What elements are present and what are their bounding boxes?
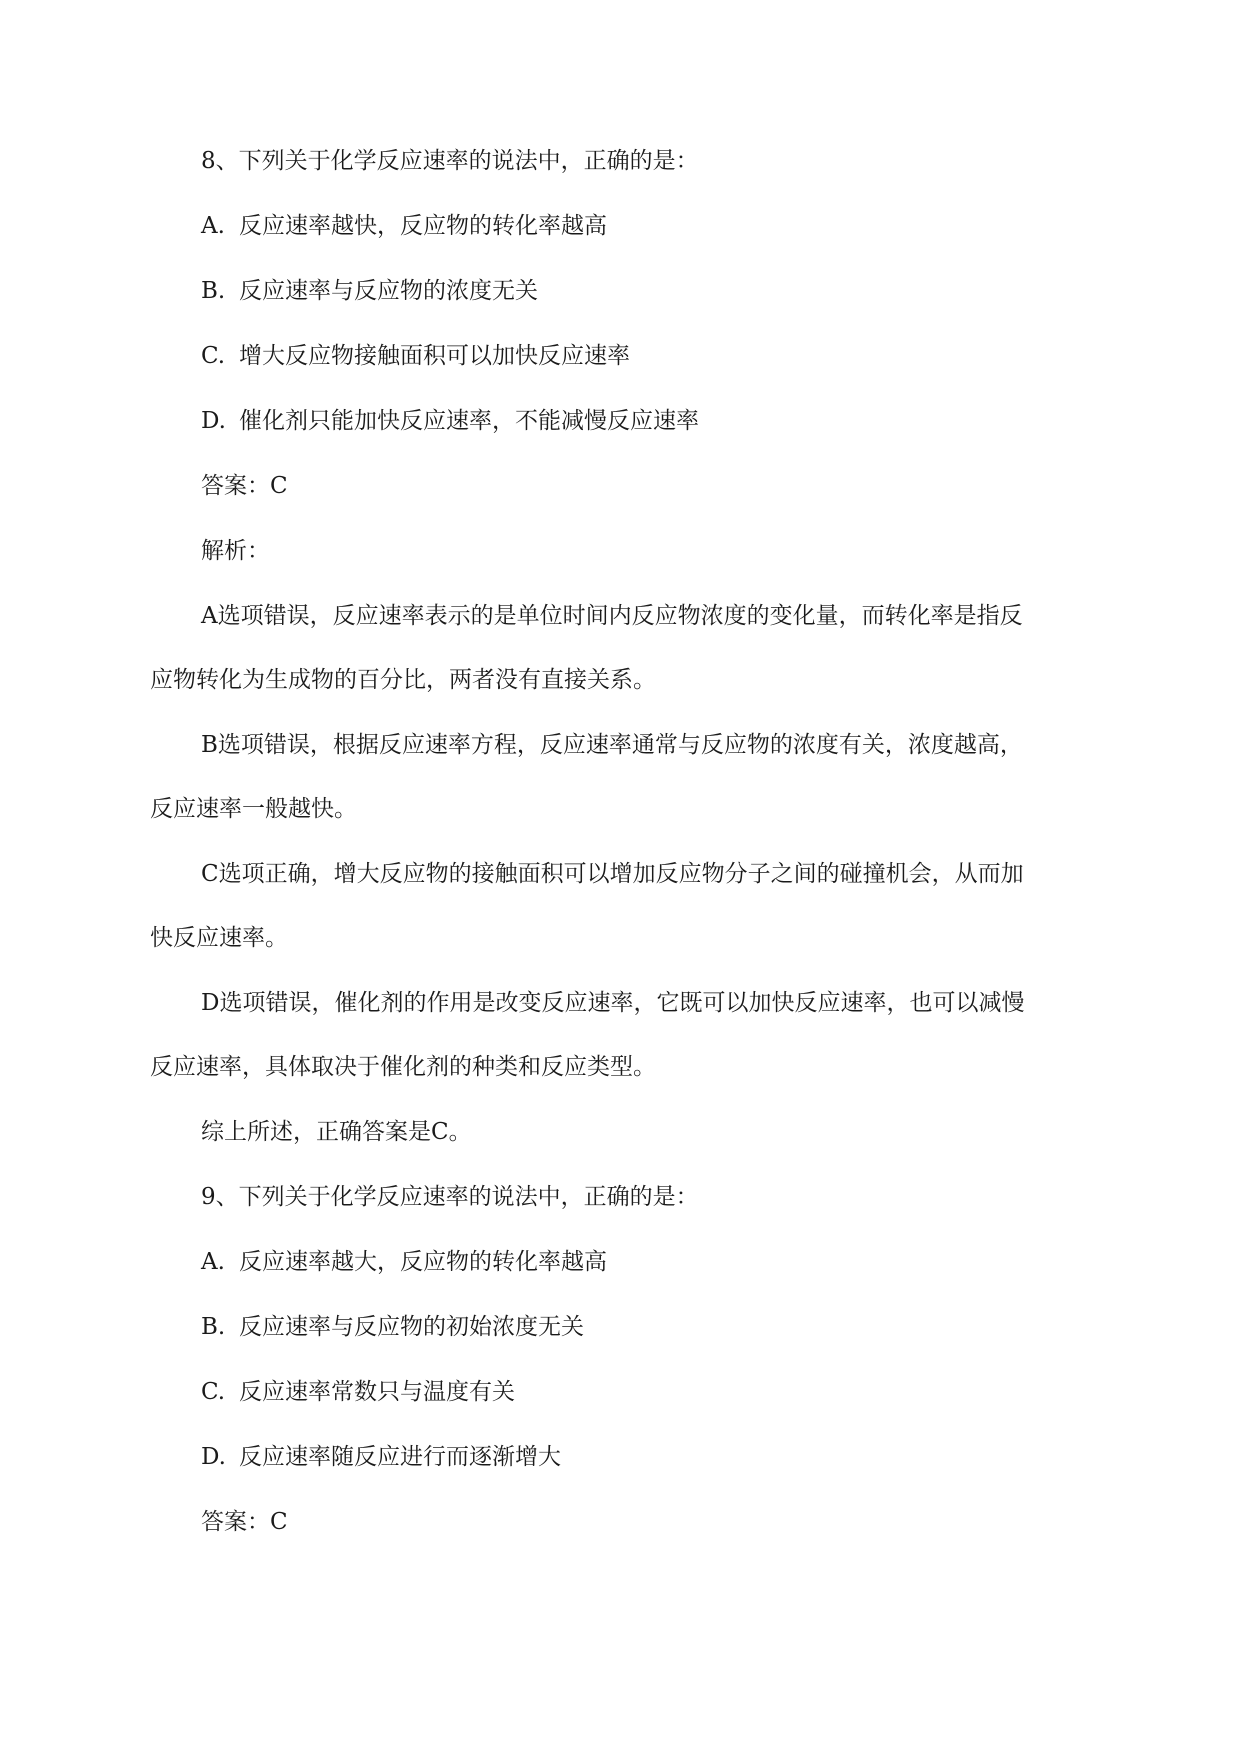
- question-9-option-a: [150, 1246, 1090, 1278]
- analysis-line: 反应速率一般越快。: [150, 796, 357, 822]
- question-8-analysis-title: 解析：: [201, 538, 270, 564]
- analysis-paragraph-a: [150, 600, 1090, 696]
- question-8-stem: 8、下列关于化学反应速率的说法中，正确的是：: [201, 148, 699, 174]
- question-9-answer: 答案：C: [201, 1509, 288, 1535]
- analysis-line: 反应速率，具体取决于催化剂的种类和反应类型。: [150, 1054, 656, 1080]
- analysis-line: 应物转化为生成物的百分比，两者没有直接关系。: [150, 667, 656, 693]
- question-9-option-d: [150, 1441, 1090, 1473]
- option-text: 反应速率随反应进行而逐渐增大: [239, 1444, 561, 1470]
- question-9-stem: 9、下列关于化学反应速率的说法中，正确的是：: [201, 1184, 699, 1210]
- analysis-line: A选项错误，反应速率表示的是单位时间内反应物浓度的变化量，而转化率是指反: [201, 603, 1023, 629]
- option-label: C.: [201, 343, 226, 369]
- option-text: 增大反应物接触面积可以加快反应速率: [239, 343, 630, 369]
- option-label: A.: [201, 1249, 225, 1275]
- question-8-option-b: [150, 275, 1090, 307]
- analysis-line: C选项正确，增大反应物的接触面积可以增加反应物分子之间的碰撞机会，从而加: [201, 861, 1024, 887]
- analysis-line: B选项错误，根据反应速率方程，反应速率通常与反应物的浓度有关，浓度越高，: [201, 732, 1023, 758]
- option-label: B.: [201, 278, 226, 304]
- question-8-option-c: [150, 340, 1090, 372]
- option-label: B.: [201, 1314, 226, 1340]
- question-9-option-c: [150, 1376, 1090, 1408]
- option-label: A.: [201, 213, 225, 239]
- question-8-option-a: [150, 210, 1090, 242]
- option-label: C.: [201, 1379, 226, 1405]
- option-label: D.: [201, 1444, 226, 1470]
- analysis-line: 快反应速率。: [150, 925, 288, 951]
- document-page: [150, 145, 1090, 1538]
- question-8-summary: 综上所述，正确答案是C。: [201, 1119, 472, 1145]
- option-text: 催化剂只能加快反应速率，不能减慢反应速率: [239, 408, 699, 434]
- question-8-answer: 答案：C: [201, 473, 288, 499]
- option-text: 反应速率与反应物的初始浓度无关: [239, 1314, 584, 1340]
- option-text: 反应速率常数只与温度有关: [239, 1379, 515, 1405]
- option-label: D.: [201, 408, 226, 434]
- analysis-paragraph-b: [150, 729, 1090, 825]
- question-8-option-d: [150, 405, 1090, 437]
- option-text: 反应速率与反应物的浓度无关: [239, 278, 538, 304]
- analysis-paragraph-c: [150, 858, 1090, 954]
- analysis-line: D选项错误，催化剂的作用是改变反应速率，它既可以加快反应速率，也可以减慢: [201, 990, 1025, 1016]
- option-text: 反应速率越快，反应物的转化率越高: [239, 213, 607, 239]
- option-text: 反应速率越大，反应物的转化率越高: [239, 1249, 607, 1275]
- analysis-paragraph-d: [150, 987, 1090, 1083]
- question-9-option-b: [150, 1311, 1090, 1343]
